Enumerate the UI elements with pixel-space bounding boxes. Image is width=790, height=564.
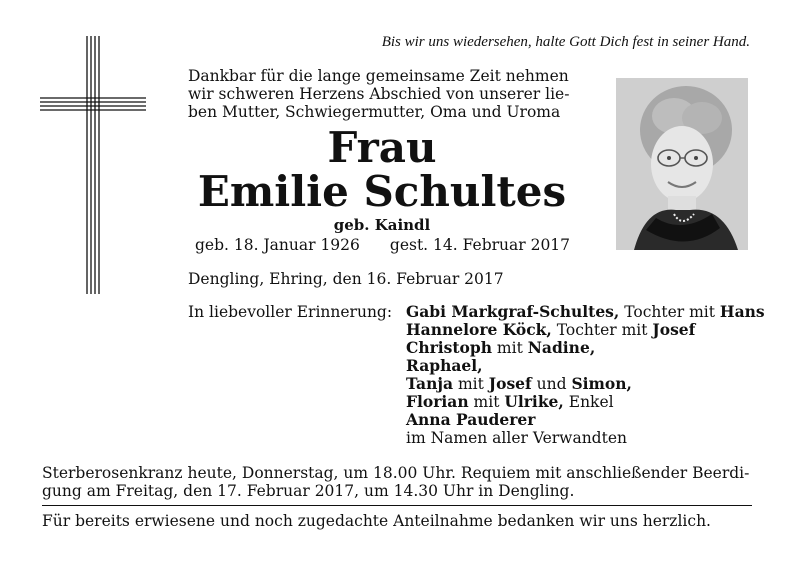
relation: mit: [468, 393, 505, 411]
place-date: Dengling, Ehring, den 16. Februar 2017: [188, 270, 504, 288]
relation: und: [531, 375, 572, 393]
life-dates: [195, 236, 570, 254]
mourner-line: [406, 339, 756, 357]
motto: Bis wir uns wiedersehen, halte Gott Dich fest in seiner Hand.: [381, 34, 750, 50]
maiden-name: geb. Kaindl: [333, 216, 431, 234]
mourners-list: [406, 302, 765, 447]
mourner-line: [406, 411, 756, 429]
intro-text: [188, 67, 588, 121]
portrait-photo: [616, 78, 748, 250]
mourner-line: [406, 375, 756, 393]
relation: mit: [492, 339, 528, 357]
mourner-name: Josef: [488, 374, 532, 393]
mourner-line: [406, 357, 756, 375]
service-notice: [42, 464, 754, 500]
mourner-name: Gabi Markgraf-Schultes,: [406, 302, 620, 321]
mourner-line: [406, 393, 756, 411]
mourner-line: im Namen aller Verwandten: [406, 429, 627, 447]
mourner-name: Ulrike,: [504, 392, 564, 411]
memory-label: In liebevoller Erinnerung:: [188, 303, 393, 321]
relation: Tochter mit: [551, 321, 653, 339]
intro-line: Dankbar für die lange gemeinsame Zeit nehmen: [188, 67, 569, 85]
mourner-name: Josef: [652, 320, 696, 339]
notice-line: Sterberosenkranz heute, Donnerstag, um 18.00 Uhr. Requiem mit anschließender Beerdi-: [42, 464, 750, 482]
notice-line: gung am Freitag, den 17. Februar 2017, um 14.30 Uhr in Dengling.: [42, 482, 575, 500]
mourner-name: Tanja: [406, 374, 454, 393]
mourner-name: Simon,: [571, 374, 632, 393]
cross-icon: [40, 36, 146, 296]
mourner-name: Hans: [719, 302, 765, 321]
mourner-name: Raphael,: [406, 356, 483, 375]
divider: [42, 505, 752, 506]
intro-line: ben Mutter, Schwiegermutter, Oma und Uroma: [188, 103, 561, 121]
mourner-name: Christoph: [406, 338, 492, 357]
name-prefix: Frau: [327, 123, 437, 172]
mourner-name: Anna Pauderer: [406, 410, 536, 429]
mourner-name: Nadine,: [527, 338, 596, 357]
death-date: gest. 14. Februar 2017: [389, 236, 571, 254]
mourner-name: Florian: [406, 392, 469, 411]
deceased-name: Emilie Schultes: [197, 167, 567, 216]
relation: Enkel: [563, 393, 614, 411]
mourner-line: [406, 302, 765, 321]
relation: Tochter mit: [619, 303, 720, 321]
relation: mit: [453, 375, 489, 393]
intro-line: wir schweren Herzens Abschied von unserer lie-: [188, 85, 570, 103]
birth-date: geb. 18. Januar 1926: [195, 236, 360, 254]
mourner-line: [406, 321, 756, 339]
thanks-text: Für bereits erwiesene und noch zugedachte Anteilnahme bedanken wir uns herzlich.: [42, 512, 711, 530]
mourner-name: Hannelore Köck,: [406, 320, 552, 339]
